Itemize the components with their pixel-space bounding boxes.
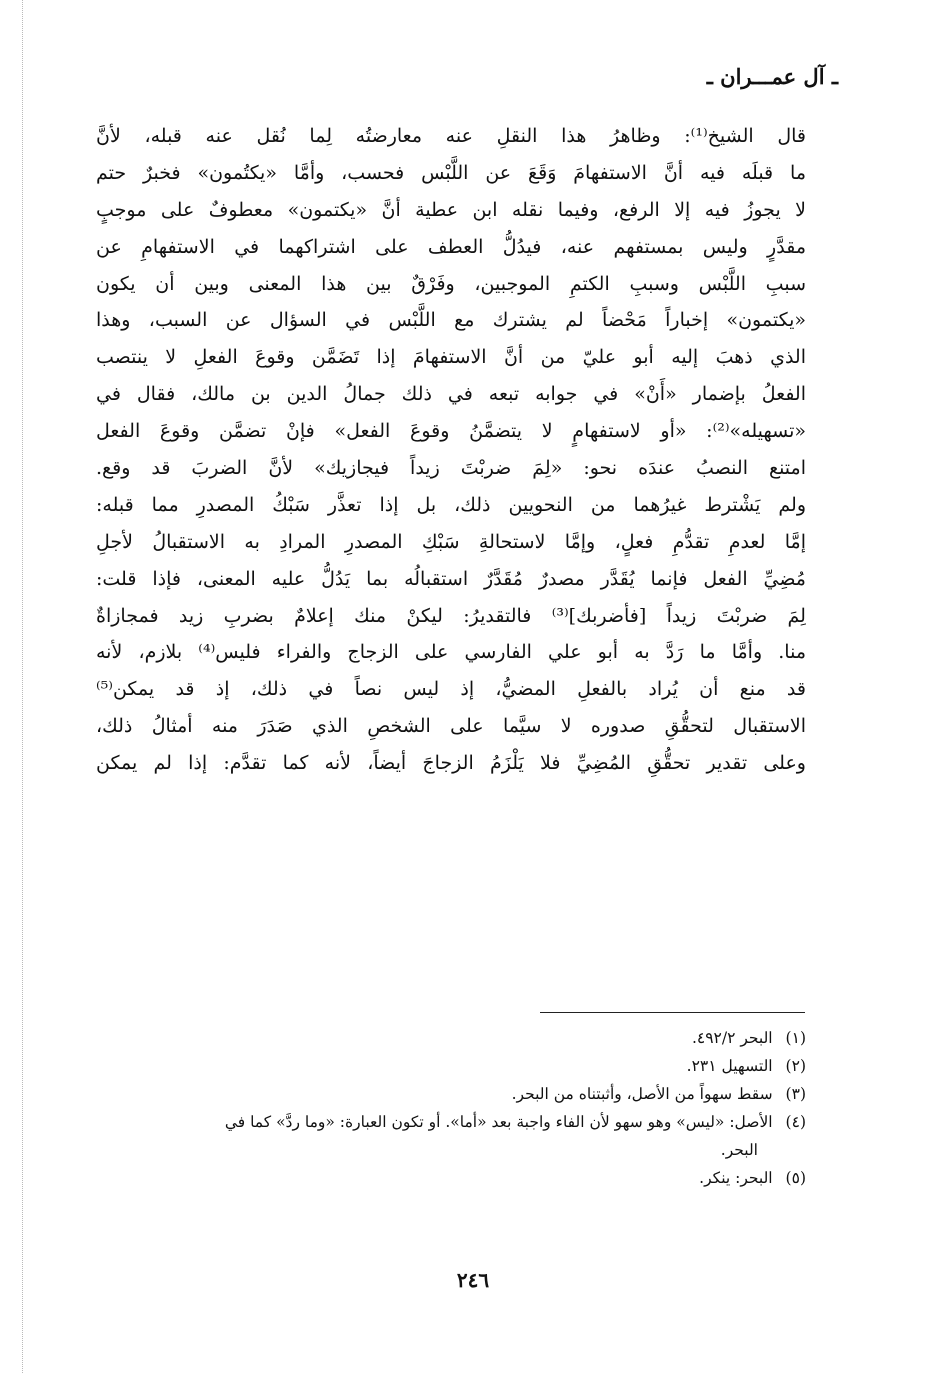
text-line: مقدَّرٍ وليس بمستفهم عنه، فيدُلُّ العطف على اشتراكهما في الاستفهامِ عن [96, 235, 806, 258]
footnote-number: (٤) [785, 1113, 806, 1131]
text-line: «يكتمون» إخباراً مَحْضاً لم يشترك مع اللَّبْس في السؤال عن السبب، وهذا [96, 309, 806, 332]
footnote-text: الأصل: «ليس» وهو سهو لأن الفاء واجبة بعد «أما». أو تكون العبارة: «وما ردَّ» كما في [224, 1113, 773, 1131]
text-line: الفعلُ بإضمار «أَنْ» في جوابه تبعه في ذلك جمالُ الدين بن مالك، فقال في [96, 383, 806, 406]
footnote-number: (٢) [785, 1057, 806, 1075]
text-line: ما قبلَه فيه أنَّ الاستفهامَ وَقَعَ عن اللَّبْس فحسب، وأمَّا «يكتُمون» فخبرٌ حتم [96, 161, 806, 184]
text-line: سببِ اللَّبْس وسببِ الكتمِ الموجبين، وفَرْقٌ بين هذا المعنى وبين أن يكون [96, 272, 806, 295]
text-line: قد منع أن يُراد بالفعلِ المضيُّ، إذ ليس نصاً في ذلك، إذ قد يمكن⁽⁵⁾ [96, 678, 806, 701]
scan-margin-guide [22, 0, 23, 1373]
text-line: «تسهيله»⁽²⁾: «أو لاستفهامٍ لا يتضمَّنُ وقوعَ الفعل» فإنْ تضمَّن وقوعَ الفعل [96, 420, 806, 443]
footnote-continuation [100, 1136, 806, 1164]
footnote-number: (١) [785, 1029, 806, 1047]
footnote [100, 1108, 806, 1136]
text-line: امتنع النصبُ عندَه نحو: «لِمَ ضربْتَ زيداً فيجازيك» لأنَّ الضربَ قد وقع. [96, 457, 806, 480]
text-line: وعلى تقدير تحقُّقِ المُضِيِّ فلا يَلْزَمُ الزجاجَ أيضاً، لأنه كما تقدَّم: إذا لم يمكن [96, 752, 806, 775]
footnote [100, 1024, 806, 1052]
footnote-text: البحر. [720, 1141, 758, 1159]
footnote-text: البحر: ينكر. [699, 1169, 773, 1187]
text-line: الاستقبال لتحقُّقِ صدوره لا سيَّما على الشخصِ الذي صَدَرَ منه أمثالُ ذلك، [96, 715, 806, 738]
main-text [96, 118, 806, 782]
text-line: إمَّا لعدمِ تقدُّمِ فعلٍ، وإمَّا لاستحالةِ سَبْكِ المصدرِ المرادِ به الاستقبالُ لأجلِ [96, 530, 806, 553]
footnote-text: سقط سهواً من الأصل، وأثبتناه من البحر. [511, 1085, 773, 1103]
text-line: لِمَ ضربْتَ زيداً [فأضربك]⁽³⁾ فالتقديرُ: ليكنْ منك إعلامٌ بضربِ زيد فمجازاةٌ [96, 604, 806, 627]
footnote [100, 1052, 806, 1080]
running-head: ـ آل عمـــران ـ [706, 64, 838, 89]
page-number: ٢٤٦ [456, 1268, 490, 1292]
text-line: منا. وأمَّا ما رَدَّ به أبو علي الفارسي على الزجاج والفراء فليس⁽⁴⁾ بلازم، لأنه [96, 641, 806, 664]
text-line: لا يجوزُ فيه إلا الرفع، وفيما نقله ابن عطية أنَّ «يكتمون» معطوفٌ على موجبٍ [96, 198, 806, 221]
footnote [100, 1164, 806, 1192]
text-line: مُضِيِّ الفعل فإنما يُقَدَّر مصدرٌ مُقَدَّرٌ استقبالُه بما يَدُلُّ عليه المعنى، فإذا قلت: [96, 567, 806, 590]
footnote-number: (٥) [785, 1169, 806, 1187]
footnote-number: (٣) [785, 1085, 806, 1103]
text-line: ولم يَشْترط غيرُهما من النحويين ذلك، بل إذا تعذَّر سَبْكُ المصدرِ مما قبله: [96, 493, 806, 516]
footnote-separator [540, 1012, 805, 1013]
text-line: الذي ذهبَ إليه أبو عليّ من أنَّ الاستفهامَ إذا تَضَمَّن وقوعَ الفعلِ لا ينتصب [96, 346, 806, 369]
footnote [100, 1080, 806, 1108]
footnotes [100, 1024, 806, 1192]
footnote-text: التسهيل ٢٣١. [686, 1057, 773, 1075]
text-line: قال الشيخ⁽¹⁾: وظاهرُ هذا النقلِ عنه معارضتُه لِما نُقل عنه قبله، لأنَّ [96, 125, 806, 147]
footnote-text: البحر ٤٩٢/٢. [691, 1029, 773, 1047]
